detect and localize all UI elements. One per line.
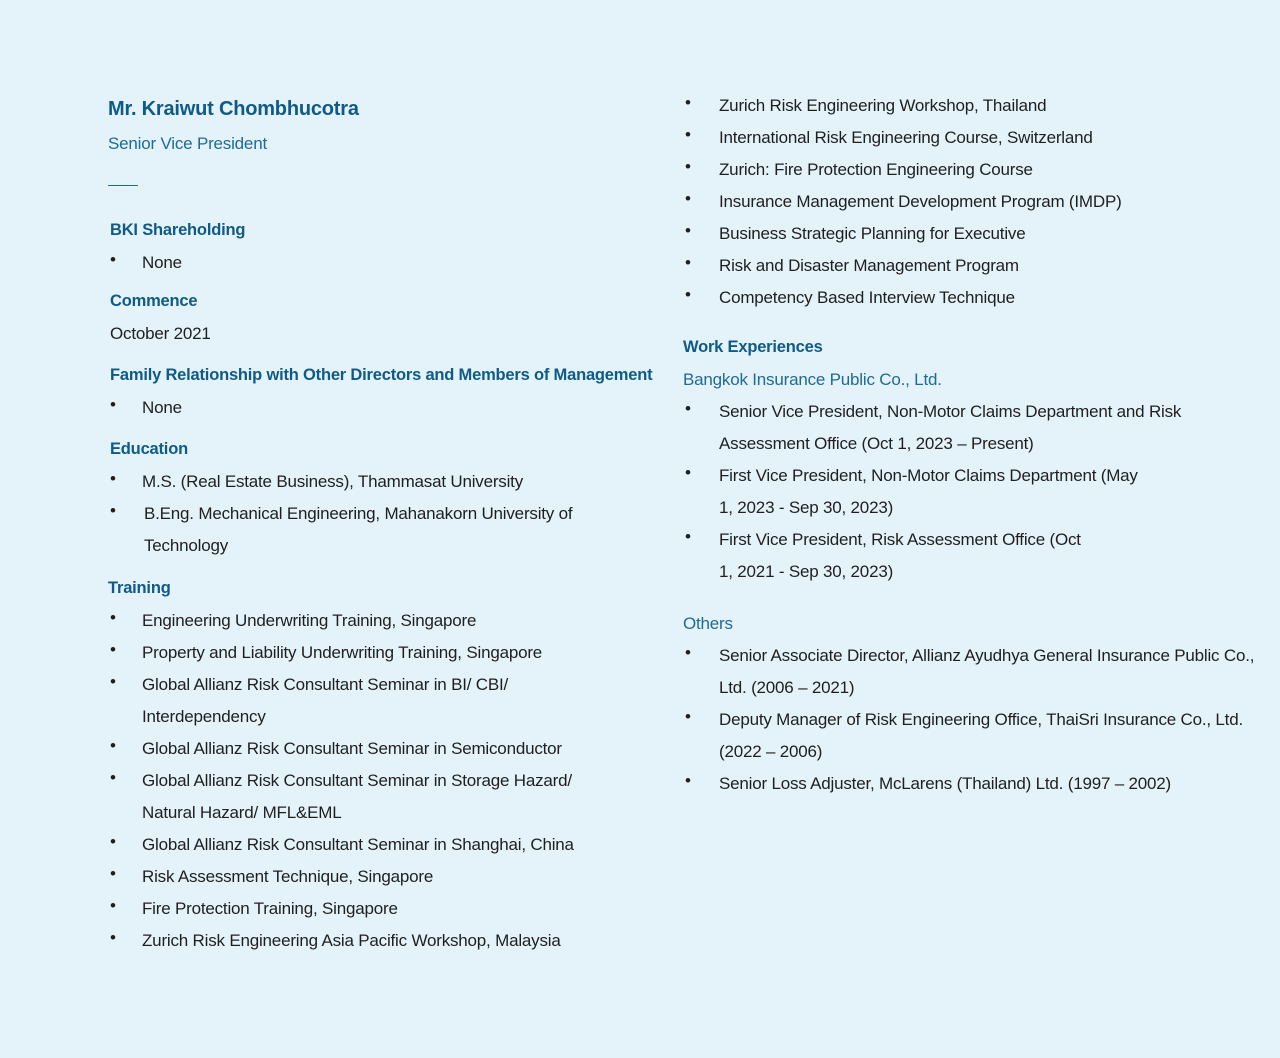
bullet-icon: • xyxy=(685,399,691,418)
person-position: Senior Vice President xyxy=(108,134,267,153)
list-item: • Risk Assessment Technique, Singapore xyxy=(108,861,598,893)
bullet-icon: • xyxy=(110,672,116,691)
bullet-icon: • xyxy=(685,285,691,304)
list-item: • Insurance Management Development Program (IMDP) xyxy=(683,186,1243,218)
list-item: • International Risk Engineering Course, Switzerland xyxy=(683,122,1243,154)
bullet-icon: • xyxy=(685,189,691,208)
shareholding-list xyxy=(108,247,182,279)
list-item: • Engineering Underwriting Training, Singapore xyxy=(108,605,598,637)
list-item: • Zurich Risk Engineering Workshop, Thailand xyxy=(683,90,1243,122)
others-list xyxy=(683,640,1263,800)
bullet-icon: • xyxy=(110,640,116,659)
bullet-icon: • xyxy=(685,643,691,662)
bullet-icon: • xyxy=(685,125,691,144)
commence-value: October 2021 xyxy=(110,324,211,343)
bullet-icon: • xyxy=(110,469,116,488)
list-item: • Fire Protection Training, Singapore xyxy=(108,893,598,925)
list-item: • Competency Based Interview Technique xyxy=(683,282,1243,314)
list-item: • Deputy Manager of Risk Engineering Office, ThaiSri Insurance Co., Ltd. (2022 – 2006) xyxy=(683,704,1263,768)
list-item: • None xyxy=(108,247,182,279)
list-item: • Property and Liability Underwriting Training, Singapore xyxy=(108,637,598,669)
list-item: • B.Eng. Mechanical Engineering, Mahanakorn University of Technology xyxy=(108,498,578,562)
list-item: • M.S. (Real Estate Business), Thammasat University xyxy=(108,466,578,498)
list-item: • Global Allianz Risk Consultant Seminar in Storage Hazard/ Natural Hazard/ MFL&EML xyxy=(108,765,598,829)
bullet-icon: • xyxy=(685,527,691,546)
list-item: • Risk and Disaster Management Program xyxy=(683,250,1243,282)
training-list-right xyxy=(683,90,1243,314)
bullet-icon: • xyxy=(110,896,116,915)
list-item: • Senior Vice President, Non-Motor Claims Department and Risk Assessment Office (Oct 1, 2023 – Present) xyxy=(683,396,1218,460)
commence-title: Commence xyxy=(110,292,198,310)
bullet-icon: • xyxy=(110,768,116,787)
bullet-icon: • xyxy=(685,707,691,726)
list-item: • Global Allianz Risk Consultant Seminar in Semiconductor xyxy=(108,733,598,765)
list-item: • Zurich Risk Engineering Asia Pacific Workshop, Malaysia xyxy=(108,925,598,957)
bullet-icon: • xyxy=(110,832,116,851)
list-item: • First Vice President, Risk Assessment Office (Oct 1, 2021 - Sep 30, 2023) xyxy=(683,524,1218,588)
bullet-icon: • xyxy=(110,864,116,883)
list-item: • First Vice President, Non-Motor Claims Department (May 1, 2023 - Sep 30, 2023) xyxy=(683,460,1218,524)
bullet-icon: • xyxy=(110,736,116,755)
shareholding-title: BKI Shareholding xyxy=(110,221,246,239)
list-item: • Global Allianz Risk Consultant Seminar in BI/ CBI/ Interdependency xyxy=(108,669,598,733)
training-list-left xyxy=(108,605,598,957)
training-title: Training xyxy=(108,579,171,597)
bullet-icon: • xyxy=(685,463,691,482)
bullet-icon: • xyxy=(685,93,691,112)
education-title: Education xyxy=(110,440,188,458)
bullet-icon: • xyxy=(110,928,116,947)
bullet-icon: • xyxy=(685,157,691,176)
work-title: Work Experiences xyxy=(683,338,823,356)
list-item: • Business Strategic Planning for Executive xyxy=(683,218,1243,250)
work-company: Bangkok Insurance Public Co., Ltd. xyxy=(683,370,942,389)
family-list xyxy=(108,392,182,424)
list-item: • Zurich: Fire Protection Engineering Course xyxy=(683,154,1243,186)
bullet-icon: • xyxy=(685,771,691,790)
bullet-icon: • xyxy=(110,608,116,627)
bullet-icon: • xyxy=(685,221,691,240)
list-item: • None xyxy=(108,392,182,424)
work-list xyxy=(683,396,1218,588)
list-item: • Global Allianz Risk Consultant Seminar in Shanghai, China xyxy=(108,829,598,861)
others-title: Others xyxy=(683,614,733,633)
bullet-icon: • xyxy=(110,501,116,520)
list-item: • Senior Loss Adjuster, McLarens (Thailand) Ltd. (1997 – 2002) xyxy=(683,768,1263,800)
education-list xyxy=(108,466,578,562)
bullet-icon: • xyxy=(685,253,691,272)
person-name: Mr. Kraiwut Chombhucotra xyxy=(108,98,359,120)
list-item: • Senior Associate Director, Allianz Ayudhya General Insurance Public Co., Ltd. (2006 – 2021) xyxy=(683,640,1263,704)
bullet-icon: • xyxy=(110,250,116,269)
bullet-icon: • xyxy=(110,395,116,414)
divider xyxy=(108,185,138,186)
family-title: Family Relationship with Other Directors and Members of Management xyxy=(110,366,653,384)
